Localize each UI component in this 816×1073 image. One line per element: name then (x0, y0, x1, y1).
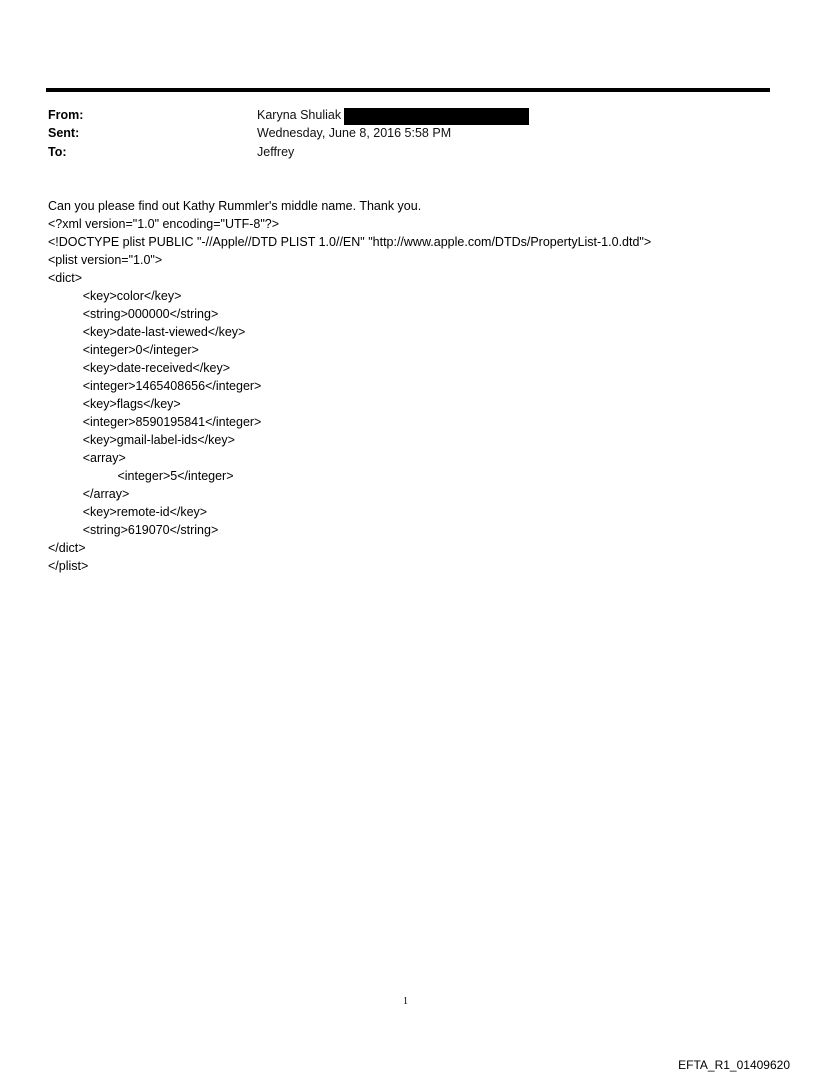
page-number: 1 (403, 996, 408, 1007)
header-rule (46, 88, 770, 92)
body-line: <array> (48, 451, 126, 465)
body-line: <integer>1465408656</integer> (48, 379, 262, 393)
to-value: Jeffrey (257, 145, 295, 159)
to-label: To: (48, 145, 67, 159)
from-value: Karyna Shuliak (257, 108, 342, 122)
redaction-box (344, 108, 529, 125)
body-line: <?xml version="1.0" encoding="UTF-8"?> (48, 217, 280, 231)
body-line: <string>619070</string> (48, 523, 219, 537)
document-id: EFTA_R1_01409620 (678, 1058, 790, 1072)
from-label: From: (48, 108, 84, 122)
body-line: </plist> (48, 559, 89, 573)
sent-value: Wednesday, June 8, 2016 5:58 PM (257, 126, 452, 140)
body-line: <!DOCTYPE plist PUBLIC "-//Apple//DTD PLIST 1.0//EN" "http://www.apple.com/DTDs/PropertyList-1.0.dtd"> (48, 235, 652, 249)
body-line: <key>date-last-viewed</key> (48, 325, 246, 339)
body-line: <key>date-received</key> (48, 361, 231, 375)
message-body (48, 197, 651, 575)
body-line: <integer>5</integer> (48, 469, 234, 483)
body-line: </dict> (48, 541, 86, 555)
body-line: Can you please find out Kathy Rummler's middle name. Thank you. (48, 199, 422, 213)
sent-label: Sent: (48, 126, 80, 140)
body-line: <key>gmail-label-ids</key> (48, 433, 235, 447)
body-line: <plist version="1.0"> (48, 253, 163, 267)
body-line: <integer>8590195841</integer> (48, 415, 262, 429)
body-line: <key>flags</key> (48, 397, 181, 411)
body-line: <string>000000</string> (48, 307, 219, 321)
body-line: </array> (48, 487, 130, 501)
body-line: <key>remote-id</key> (48, 505, 208, 519)
body-line: <key>color</key> (48, 289, 182, 303)
body-line: <dict> (48, 271, 83, 285)
body-line: <integer>0</integer> (48, 343, 199, 357)
